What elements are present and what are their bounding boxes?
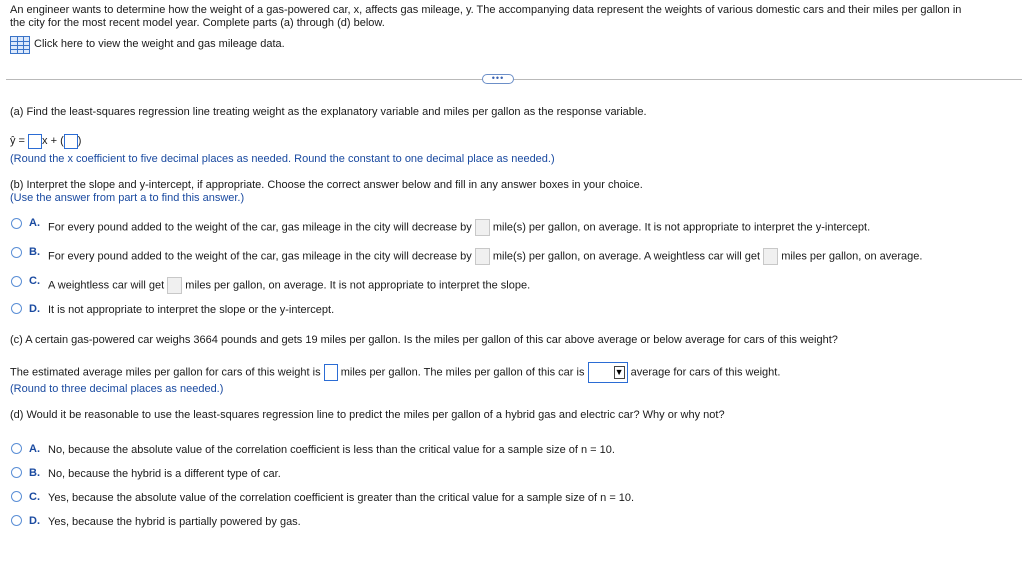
option-b-intercept-input[interactable] [763,248,778,265]
data-link[interactable]: Click here to view the weight and gas mileage data. [34,38,285,50]
part-b-hint: (Use the answer from part a to find this answer.) [10,192,245,204]
x-coefficient-input[interactable] [28,134,42,149]
part-b-option-c-letter: C. [29,275,40,287]
part-b-option-d-text: It is not appropriate to interpret the slope or the y-intercept. [48,304,335,316]
option-a-slope-input[interactable] [475,219,490,236]
part-b-option-b-letter: B. [29,246,40,258]
option-b-slope-input[interactable] [475,248,490,265]
option-c-intercept-input[interactable] [167,277,182,294]
chevron-down-icon: ▼ [614,367,624,377]
part-d-option-a-letter: A. [29,443,40,455]
option-c-post: miles per gallon, on average. It is not appropriate to interpret the slope. [185,279,531,292]
part-d-option-a-text: No, because the absolute value of the correlation coefficient is less than the critical value for a sample size of n = 10. [48,444,615,456]
part-c-mid: miles per gallon. The miles per gallon of this car is [340,366,585,379]
part-b-option-d-letter: D. [29,303,40,315]
option-a-post: mile(s) per gallon, on average. It is not appropriate to interpret the y-intercept. [492,221,871,234]
yhat-label: ŷ = [10,135,25,147]
regression-equation [10,133,81,150]
expand-button[interactable]: ••• [482,74,514,84]
part-c-post: average for cars of this weight. [630,366,781,379]
part-b-option-b-radio[interactable] [11,247,22,258]
section-divider [6,79,1022,80]
part-d-option-b-text: No, because the hybrid is a different type of car. [48,468,281,480]
intro-text-line1: An engineer wants to determine how the weight of a gas-powered car, x, affects gas mileage, y. The accompanying data represent the weights of various domestic cars and their miles per gallon in [10,4,962,16]
part-b-option-c-radio[interactable] [11,276,22,287]
x-plus-label: x + ( [42,135,64,147]
part-c-answer-line [10,362,780,383]
part-d-option-d-letter: D. [29,515,40,527]
part-b-option-a-text [48,219,870,236]
part-c-pre: The estimated average miles per gallon for cars of this weight is [10,366,321,379]
part-d-option-b-radio[interactable] [11,467,22,478]
table-icon[interactable] [10,36,30,54]
estimated-mpg-input[interactable] [324,364,338,381]
option-c-pre: A weightless car will get [48,279,165,292]
above-below-dropdown[interactable] [588,362,628,383]
intro-text-line2: the city for the most recent model year. Complete parts (a) through (d) below. [10,17,385,29]
part-b-option-d-radio[interactable] [11,303,22,314]
option-b-pre: For every pound added to the weight of the car, gas mileage in the city will decrease by [48,250,472,263]
part-b-question: (b) Interpret the slope and y-intercept, if appropriate. Choose the correct answer below and fill in any answer boxes in your choice. [10,179,643,191]
part-d-option-a-radio[interactable] [11,443,22,454]
part-c-hint: (Round to three decimal places as needed.) [10,383,224,395]
part-d-option-c-letter: C. [29,491,40,503]
constant-input[interactable] [64,134,78,149]
close-paren-label: ) [77,135,82,147]
part-a-question: (a) Find the least-squares regression line treating weight as the explanatory variable and miles per gallon as the response variable. [10,106,647,118]
part-c-question: (c) A certain gas-powered car weighs 3664 pounds and gets 19 miles per gallon. Is the miles per gallon of this car above average or below average for cars of this weight? [10,334,838,346]
part-d-option-c-text: Yes, because the absolute value of the correlation coefficient is greater than the critical value for a sample size of n = 10. [48,492,635,504]
option-b-post: miles per gallon, on average. [781,250,923,263]
part-b-option-c-text [48,277,530,294]
part-b-option-a-letter: A. [29,217,40,229]
part-d-option-c-radio[interactable] [11,491,22,502]
part-d-option-d-radio[interactable] [11,515,22,526]
part-d-option-b-letter: B. [29,467,40,479]
part-b-option-a-radio[interactable] [11,218,22,229]
option-a-pre: For every pound added to the weight of the car, gas mileage in the city will decrease by [48,221,472,234]
part-d-question: (d) Would it be reasonable to use the least-squares regression line to predict the miles per gallon of a hybrid gas and electric car? Why or why not? [10,409,725,421]
part-a-hint: (Round the x coefficient to five decimal places as needed. Round the constant to one decimal place as needed.) [10,153,555,165]
option-b-mid: mile(s) per gallon, on average. A weightless car will get [492,250,761,263]
part-d-option-d-text: Yes, because the hybrid is partially powered by gas. [48,516,301,528]
part-b-option-b-text [48,248,922,265]
